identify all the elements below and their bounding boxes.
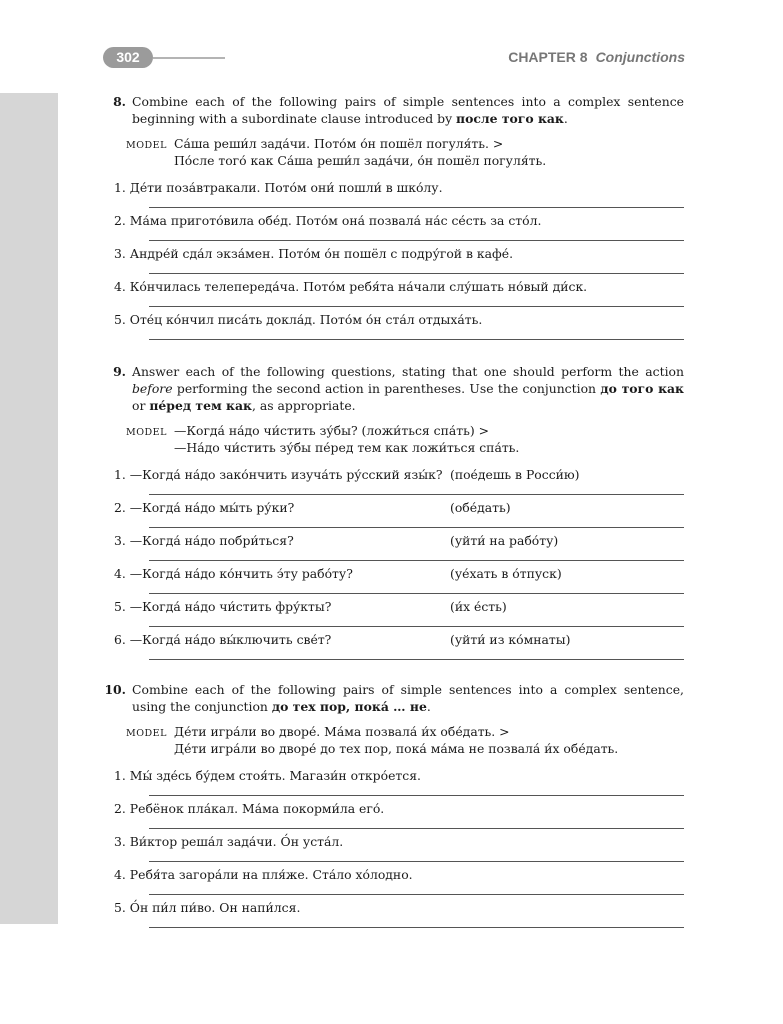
answer-line[interactable] (149, 339, 684, 340)
model-label: MODEL (126, 728, 167, 739)
exercise-instruction: Answer each of the following questions, stating that one should perform the action before performing the second action in parentheses. Use the conjunction до того как or пе́ред тем как, as appropriate. (132, 364, 684, 413)
exercise-item: 2. —Когда́ на́до мы́ть ру́ки? (обе́дать) (104, 495, 684, 528)
exercise-8 (104, 93, 684, 340)
exercise-item: 5. О́н пи́л пи́во. Он напи́лся. (104, 895, 684, 928)
exercise-item: 3. Ви́ктор реша́л зада́чи. О́н уста́л. (104, 829, 684, 862)
model-line: Де́ти игра́ли во дворе́. Ма́ма позвала́ и́х обе́дать. > (174, 724, 510, 739)
exercise-number: 8. (113, 94, 126, 109)
model-line: Де́ти игра́ли во дворе́ до тех пор, пока́ ма́ма не позвала́ и́х обе́дать. (174, 741, 619, 756)
exercise-number: 9. (113, 364, 126, 379)
chapter-title: Conjunctions (595, 49, 685, 65)
exercise-number: 10. (104, 682, 126, 697)
exercise-item: 1. —Когда́ на́до зако́нчить изуча́ть ру́сский язы́к? (пое́дешь в Росси́ю) (104, 462, 684, 495)
model-label: MODEL (126, 140, 167, 151)
exercise-item: 1. Де́ти поза́втракали. Пото́м они́ пошли́ в шко́лу. (104, 175, 684, 208)
exercise-instruction: Combine each of the following pairs of simple sentences into a complex sentence, using the conjunction до тех пор, пока́ … не. (132, 682, 684, 714)
model-label: MODEL (126, 427, 167, 438)
model-example (104, 135, 684, 169)
running-header (508, 49, 685, 65)
exercise-item: 5. —Когда́ на́до чи́стить фру́кты? (и́х е́сть) (104, 594, 684, 627)
exercise-item: 6. —Когда́ на́до вы́ключить све́т? (уйти́ из ко́мнаты) (104, 627, 684, 660)
exercise-9 (104, 363, 684, 660)
exercise-item: 3. Андре́й сда́л экза́мен. Пото́м о́н пошёл с подру́гой в кафе́. (104, 241, 684, 274)
model-line: По́сле того́ как Са́ша реши́л зада́чи, о́н пошёл погуля́ть. (174, 153, 547, 168)
exercise-item: 4. Ребя́та загора́ли на пля́же. Ста́ло хо́лодно. (104, 862, 684, 895)
exercise-item: 5. Оте́ц ко́нчил писа́ть докла́д. Пото́м о́н ста́л отдыха́ть. (104, 307, 684, 340)
exercise-item: 4. Ко́нчилась телепереда́ча. Пото́м ребя́та на́чали слу́шать но́вый ди́ск. (104, 274, 684, 307)
exercise-item: 2. Ма́ма пригото́вила обе́д. Пото́м она́ позвала́ на́с се́сть за сто́л. (104, 208, 684, 241)
exercise-instruction: Combine each of the following pairs of simple sentences into a complex sentence beginning with a subordinate clause introduced by после того как. (132, 94, 684, 126)
exercise-item: 4. —Когда́ на́до ко́нчить э́ту рабо́ту? (уе́хать в о́тпуск) (104, 561, 684, 594)
exercise-10 (104, 681, 684, 928)
answer-line[interactable] (149, 927, 684, 928)
model-line: —На́до чи́стить зу́бы пе́ред тем как ложи́ться спа́ть. (174, 440, 520, 455)
model-example (104, 723, 684, 757)
page-number: 302 (103, 47, 153, 68)
exercise-item: 2. Ребёнок пла́кал. Ма́ма покорми́ла его́. (104, 796, 684, 829)
header-rule (153, 57, 225, 59)
model-line: —Когда́ на́до чи́стить зу́бы? (ложи́ться спа́ть) > (174, 423, 490, 438)
page-margin-bar (0, 93, 58, 924)
model-line: Са́ша реши́л зада́чи. Пото́м о́н пошёл погуля́ть. > (174, 136, 504, 151)
model-example (104, 422, 684, 456)
exercise-item: 1. Мы́ зде́сь бу́дем стоя́ть. Магази́н откро́ется. (104, 763, 684, 796)
exercise-item: 3. —Когда́ на́до побри́ться? (уйти́ на рабо́ту) (104, 528, 684, 561)
chapter-label: CHAPTER 8 (508, 49, 588, 65)
answer-line[interactable] (149, 659, 684, 660)
